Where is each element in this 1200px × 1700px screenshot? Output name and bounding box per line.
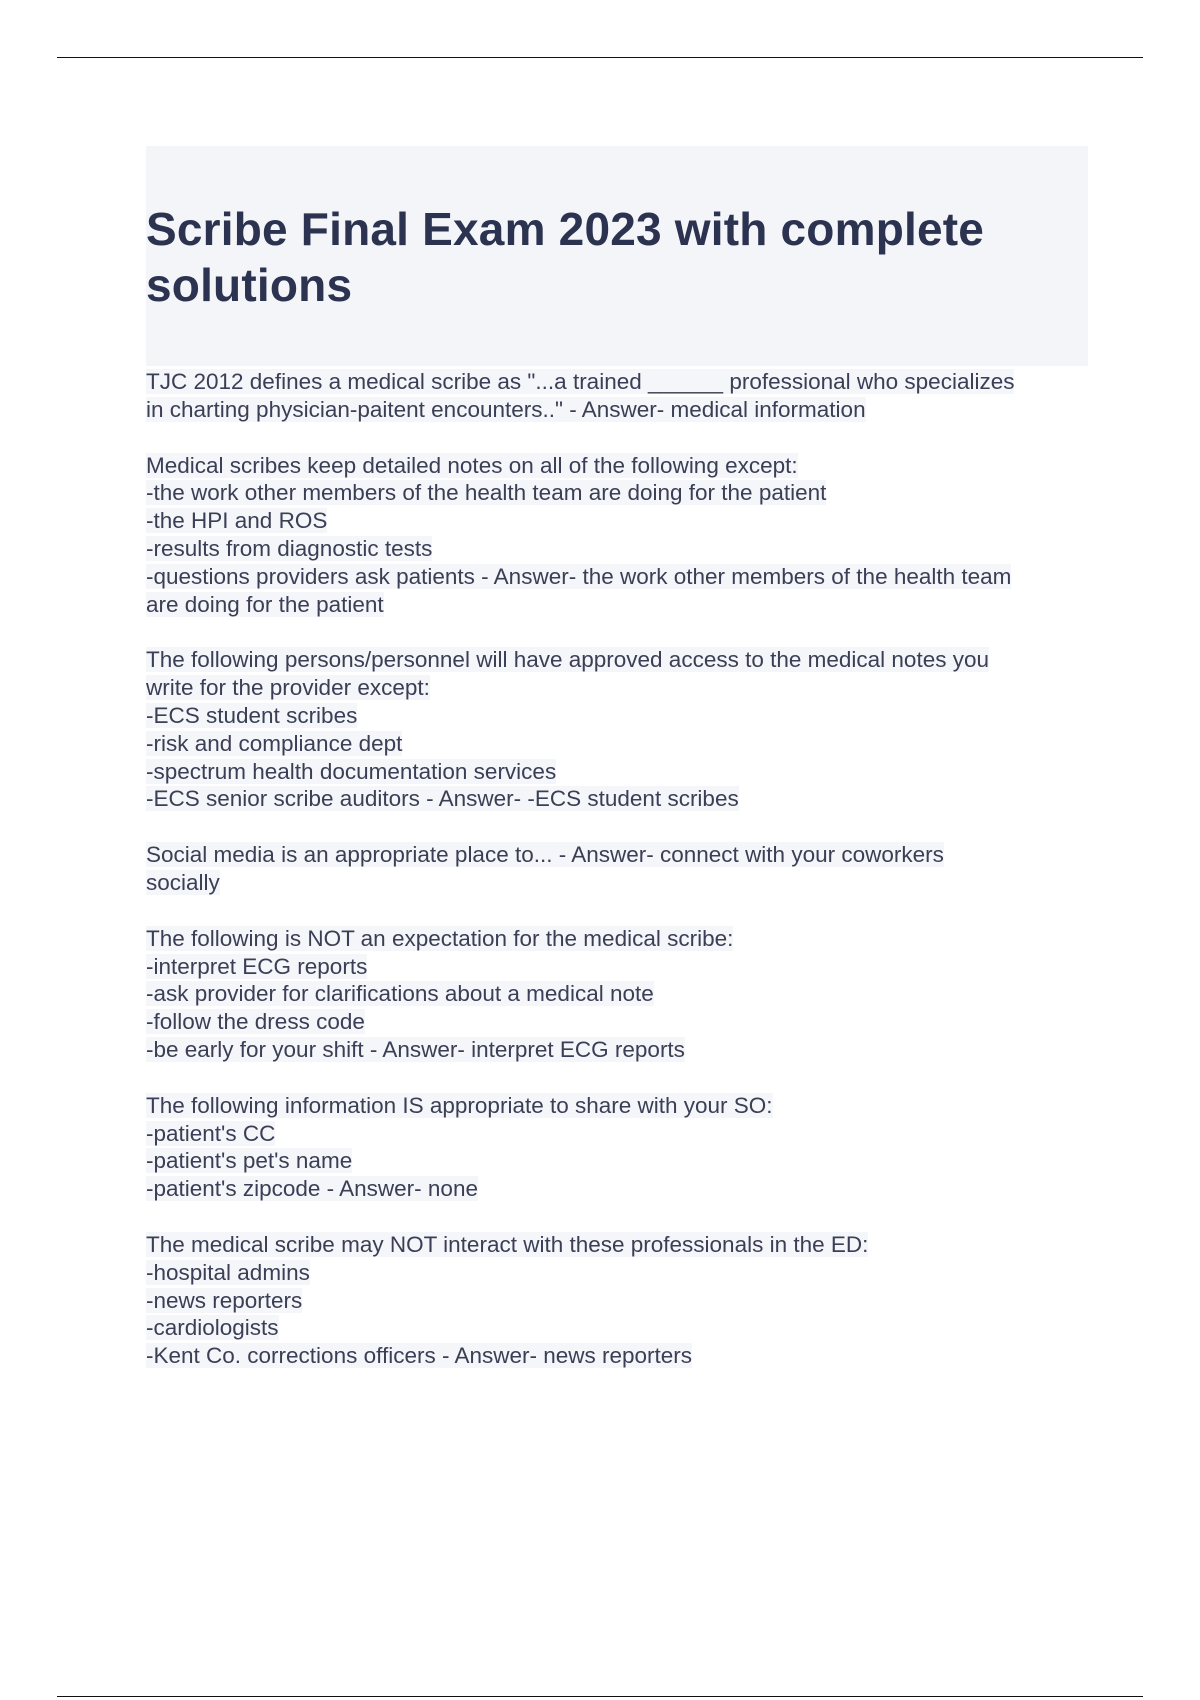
qa-line: in charting physician-paitent encounters.." - Answer- medical information: [146, 396, 866, 422]
qa-line: -patient's CC: [146, 1120, 276, 1146]
qa-line: -spectrum health documentation services: [146, 758, 557, 784]
qa-line: -hospital admins: [146, 1259, 310, 1285]
qa-line: -the work other members of the health team are doing for the patient: [146, 480, 827, 506]
qa-line: Social media is an appropriate place to... - Answer- connect with your coworkers: [146, 842, 944, 868]
qa-item: [146, 841, 1088, 897]
qa-line: write for the provider except:: [146, 675, 430, 701]
qa-line: -ECS student scribes: [146, 702, 358, 728]
qa-line: -results from diagnostic tests: [146, 535, 433, 561]
qa-line: The following is NOT an expectation for the medical scribe:: [146, 925, 734, 951]
qa-line: socially: [146, 869, 220, 895]
qa-line: The medical scribe may NOT interact with these professionals in the ED:: [146, 1231, 869, 1257]
qa-line: -be early for your shift - Answer- interpret ECG reports: [146, 1036, 685, 1062]
qa-line: -questions providers ask patients - Answer- the work other members of the health team: [146, 563, 1012, 589]
qa-line: -interpret ECG reports: [146, 953, 368, 979]
qa-line: -follow the dress code: [146, 1009, 365, 1035]
qa-item: [146, 452, 1088, 619]
qa-line: TJC 2012 defines a medical scribe as "...a trained ______ professional who specializes: [146, 369, 1015, 394]
qa-line: Medical scribes keep detailed notes on all of the following except:: [146, 452, 798, 478]
qa-line: -patient's pet's name: [146, 1148, 353, 1174]
qa-line: The following persons/personnel will have approved access to the medical notes you: [146, 647, 989, 673]
title-block: [146, 146, 1088, 366]
title-line: Scribe Final Exam 2023 with complete: [146, 203, 985, 255]
qa-item: [146, 1231, 1088, 1370]
qa-line: -cardiologists: [146, 1315, 279, 1341]
qa-list: [146, 368, 1088, 1398]
page-title: [146, 201, 1088, 313]
qa-item: [146, 925, 1088, 1064]
qa-line: -ECS senior scribe auditors - Answer- -ECS student scribes: [146, 786, 739, 812]
top-rule: [57, 57, 1143, 58]
qa-line: -ask provider for clarifications about a medical note: [146, 981, 654, 1007]
qa-line: -Kent Co. corrections officers - Answer- news reporters: [146, 1343, 693, 1369]
qa-line: -the HPI and ROS: [146, 508, 328, 534]
qa-line: -risk and compliance dept: [146, 730, 403, 756]
qa-item: [146, 1092, 1088, 1203]
qa-line: are doing for the patient: [146, 591, 384, 617]
qa-item: [146, 368, 1088, 424]
bottom-rule: [57, 1696, 1143, 1697]
qa-line: -patient's zipcode - Answer- none: [146, 1176, 478, 1202]
title-line: solutions: [146, 259, 353, 311]
qa-line: The following information IS appropriate to share with your SO:: [146, 1092, 773, 1118]
qa-line: -news reporters: [146, 1287, 303, 1313]
qa-item: [146, 646, 1088, 813]
